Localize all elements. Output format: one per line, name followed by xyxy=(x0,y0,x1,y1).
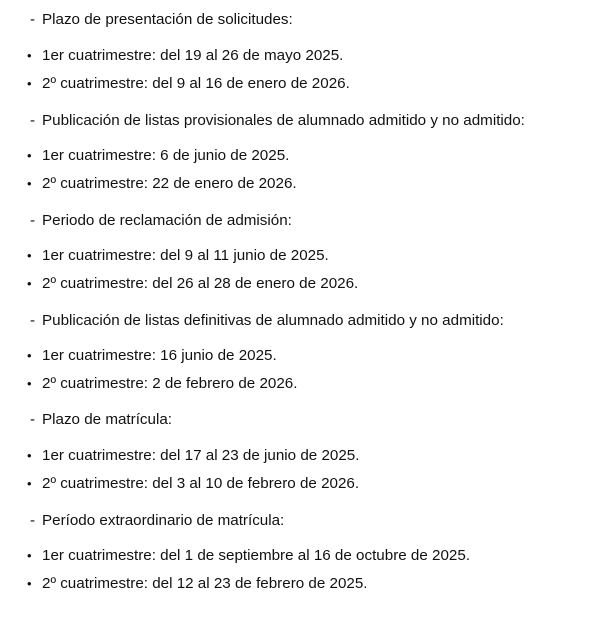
dash-marker: - xyxy=(30,11,36,28)
section-heading xyxy=(30,512,284,530)
list-item xyxy=(27,447,359,465)
section-heading-text: Publicación de listas definitivas de alumnado admitido y no admitido: xyxy=(42,312,504,329)
dash-marker: - xyxy=(30,512,36,529)
list-item xyxy=(27,575,368,593)
list-item xyxy=(27,247,329,265)
list-item-text: 2º cuatrimestre: 2 de febrero de 2026. xyxy=(42,375,298,392)
list-item xyxy=(27,175,297,193)
list-item xyxy=(27,547,470,565)
bullet-icon: • xyxy=(27,476,32,491)
list-item-text: 1er cuatrimestre: del 1 de septiembre al 16 de octubre de 2025. xyxy=(42,547,471,564)
bullet-icon: • xyxy=(27,548,32,563)
list-item xyxy=(27,75,350,93)
bullet-icon: • xyxy=(27,148,32,163)
dash-marker: - xyxy=(30,312,36,329)
dash-marker: - xyxy=(30,112,36,129)
bullet-icon: • xyxy=(27,376,32,391)
bullet-icon: • xyxy=(27,348,32,363)
dash-marker: - xyxy=(30,212,36,229)
bullet-icon: • xyxy=(27,448,32,463)
bullet-icon: • xyxy=(27,48,32,63)
section-heading-text: Publicación de listas provisionales de alumnado admitido y no admitido: xyxy=(42,112,525,129)
list-item-text: 1er cuatrimestre: 6 de junio de 2025. xyxy=(42,147,290,164)
list-item-text: 2º cuatrimestre: del 26 al 28 de enero de 2026. xyxy=(42,275,359,292)
section-heading-text: Plazo de presentación de solicitudes: xyxy=(42,11,293,28)
list-item-text: 2º cuatrimestre: del 9 al 16 de enero de 2026. xyxy=(42,75,350,92)
list-item xyxy=(27,147,289,165)
section-heading-text: Plazo de matrícula: xyxy=(42,411,172,428)
list-item xyxy=(27,275,358,293)
list-item-text: 2º cuatrimestre: 22 de enero de 2026. xyxy=(42,175,297,192)
bullet-icon: • xyxy=(27,576,32,591)
list-item-text: 1er cuatrimestre: del 9 al 11 junio de 2025. xyxy=(42,247,329,264)
list-item-text: 2º cuatrimestre: del 3 al 10 de febrero de 2026. xyxy=(42,475,360,492)
list-item xyxy=(27,475,359,493)
section-heading xyxy=(30,11,293,29)
list-item-text: 1er cuatrimestre: 16 junio de 2025. xyxy=(42,347,277,364)
list-item xyxy=(27,375,297,393)
dash-marker: - xyxy=(30,411,36,428)
bullet-icon: • xyxy=(27,248,32,263)
section-heading xyxy=(30,212,292,230)
bullet-icon: • xyxy=(27,76,32,91)
list-item-text: 1er cuatrimestre: del 17 al 23 de junio de 2025. xyxy=(42,447,360,464)
list-item-text: 2º cuatrimestre: del 12 al 23 de febrero de 2025. xyxy=(42,575,368,592)
section-heading-text: Período extraordinario de matrícula: xyxy=(42,512,285,529)
list-item-text: 1er cuatrimestre: del 19 al 26 de mayo 2025. xyxy=(42,47,344,64)
section-heading-text: Periodo de reclamación de admisión: xyxy=(42,212,292,229)
list-item xyxy=(27,47,343,65)
section-heading xyxy=(30,112,525,130)
bullet-icon: • xyxy=(27,176,32,191)
section-heading xyxy=(30,312,504,330)
bullet-icon: • xyxy=(27,276,32,291)
section-heading xyxy=(30,411,172,429)
list-item xyxy=(27,347,277,365)
